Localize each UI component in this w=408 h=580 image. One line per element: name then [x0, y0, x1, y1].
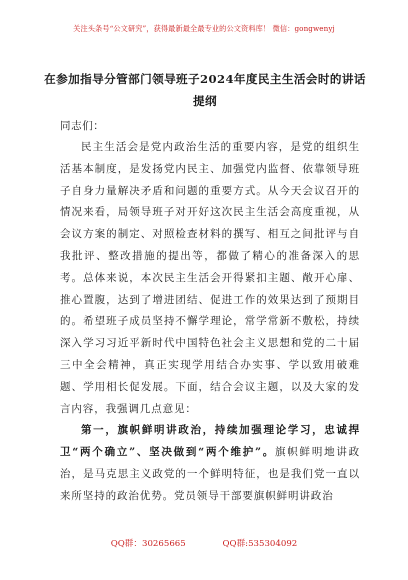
header-banner: 关注头条号“公文研究”，获得最新最全最专业的公文资料库！ 微信：gongwenyj [73, 24, 335, 33]
footer-qq-group-2: QQ群:535304092 [222, 539, 298, 549]
paragraph-2 [60, 420, 360, 507]
document-body [60, 137, 360, 508]
salutation: 同志们： [60, 120, 105, 132]
paragraph-1: 民主生活会是党内政治生活的重要内容，是党的组织生活基本制度，是发扬党内民主、加强党内监督、依靠领导班子自身力量解决矛盾和问题的重要方式。从今天会议召开的情况来看，局领导班子对开好这次民主生活会高度重视，从会议方案的制定、对照检查材料的撰写、相互之间批评与自我批评、整改措施的提出等，都做了精心的准备深入的思考。总体来说，本次民主生活会开得紧扣主题、敞开心扉、推心置腹，达到了增进团结、促进工作的效果达到了预期目的。希望班子成员坚持不懈学理论，常学常新不敷松，持续深入学习习近平新时代中国特色社会主义思想和党的二十届三中全会精神，真正实现学用结合办实事、学以致用破难题、学用相长促发展。下面，结合会议主题，以及大家的发言内容，我强调几点意见： [60, 141, 360, 415]
paragraph-2-heading: 第一，旗帜鲜明讲政治，持续加强理论学习，忠诚捍卫“两个确立”、坚决做到“两个维护”。 [60, 424, 360, 459]
footer-qq-group-1: QQ群：30265665 [110, 539, 186, 549]
paragraph-2-text: 旗帜鲜明地讲政治，是马克思主义政党的一个鲜明特征，也是我们党一直以来所坚持的政治优势。党员领导干部要旗帜鲜明讲政治 [60, 446, 360, 502]
document-title: 在参加指导分管部门领导班子2024年度民主生活会时的讲话提纲 [44, 72, 366, 108]
footer [0, 537, 408, 549]
